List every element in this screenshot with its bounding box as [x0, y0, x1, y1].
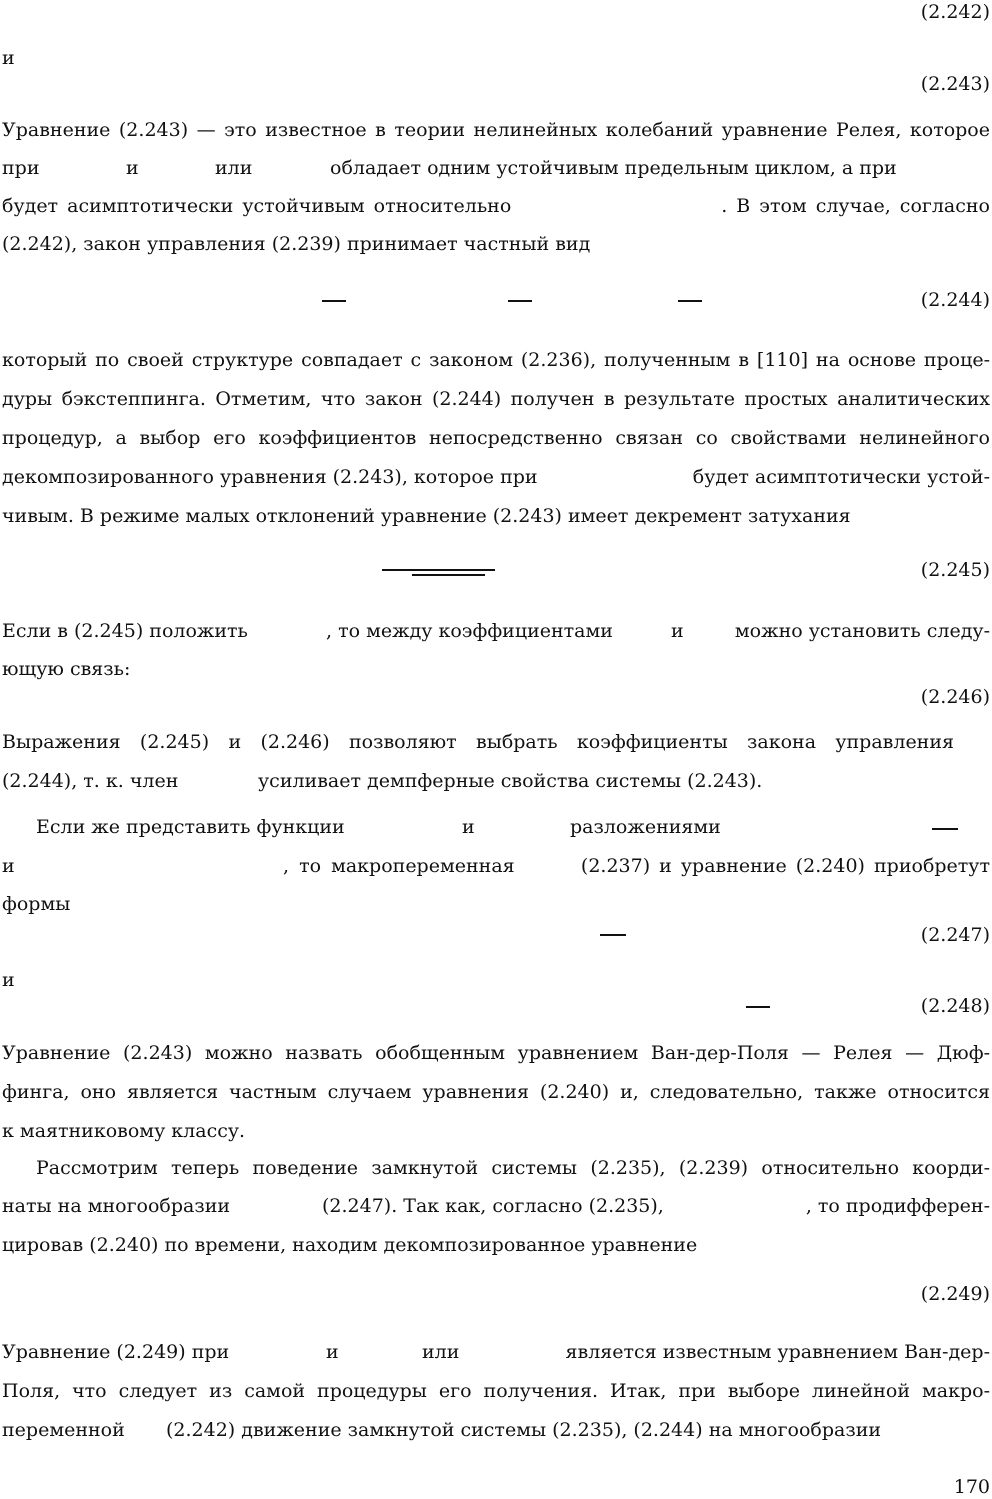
paragraph-3-word: и — [671, 620, 684, 642]
fraction-bar — [382, 569, 495, 571]
paragraph-1-text: обладает одним устойчивым предельным циклом, а при — [330, 157, 897, 179]
paragraph-2-text: декомпозированного уравнения (2.243), которое при — [2, 466, 538, 488]
paragraph-8-text: является известным уравнением Ван-дер- — [565, 1341, 990, 1363]
paragraph-3-text: Если в (2.245) положить — [2, 620, 248, 642]
paragraph-1-line-1: Уравнение (2.243) — это известное в теории нелинейных колебаний уравнение Релея, которое — [2, 119, 990, 141]
paragraph-2-text: будет асимптотически устой- — [692, 466, 990, 488]
paragraph-8-word: и — [326, 1341, 339, 1363]
equation-number-2-249: (2.249) — [920, 1283, 990, 1305]
fraction-bar — [746, 1006, 770, 1008]
fraction-bar — [678, 300, 702, 302]
equation-number-2-247: (2.247) — [920, 924, 990, 946]
paragraph-3-text: , то между коэффициентами — [326, 620, 613, 642]
paragraph-7-line-3: цировав (2.240) по времени, находим декомпозированное уравнение — [2, 1234, 698, 1256]
paragraph-1-text: будет асимптотически устойчивым относительно — [2, 195, 512, 217]
paragraph-7-line-1: Рассмотрим теперь поведение замкнутой системы (2.235), (2.239) относительно коорди- — [36, 1157, 990, 1179]
fraction-bar — [412, 574, 485, 576]
paragraph-6-line-3: к маятниковому классу. — [2, 1120, 246, 1142]
paragraph-4-text: (2.244), т. к. член — [2, 770, 179, 792]
equation-number-2-245: (2.245) — [920, 559, 990, 581]
paragraph-7-text: , то продифферен- — [805, 1195, 990, 1217]
conjunction-text: и — [2, 969, 15, 991]
paragraph-5-text: (2.237) и уравнение (2.240) приобретут — [580, 855, 990, 877]
paragraph-5-line-3: формы — [2, 893, 71, 915]
equation-number-2-244: (2.244) — [920, 289, 990, 311]
paragraph-4-text: усиливает демпферные свойства системы (2.243). — [258, 770, 763, 792]
paragraph-8-text: переменной — [2, 1419, 125, 1441]
paragraph-5-text: разложениями — [570, 816, 721, 838]
fraction-bar — [932, 828, 958, 830]
equation-number-2-248: (2.248) — [920, 995, 990, 1017]
fraction-bar — [600, 934, 626, 936]
paragraph-2-line-1: который по своей структуре совпадает с законом (2.236), полученным в [110] на основе проце- — [2, 349, 990, 371]
equation-number-2-242: (2.242) — [920, 1, 990, 23]
paragraph-1-word: при — [2, 157, 40, 179]
paragraph-1-line-4: (2.242), закон управления (2.239) принимает частный вид — [2, 233, 591, 255]
equation-number-2-246: (2.246) — [920, 686, 990, 708]
equation-number-2-243: (2.243) — [920, 73, 990, 95]
paragraph-6-line-2: финга, оно является частным случаем уравнения (2.240) и, следовательно, также относится — [2, 1081, 990, 1103]
paragraph-5-word: и — [2, 855, 15, 877]
paragraph-3-line-2: ющую связь: — [2, 658, 131, 680]
paragraph-8-text: (2.242) движение замкнутой системы (2.235), (2.244) на многообразии — [166, 1419, 882, 1441]
fraction-bar — [322, 300, 346, 302]
paragraph-8-text: Уравнение (2.249) при — [2, 1341, 230, 1363]
page-number: 170 — [953, 1476, 990, 1498]
paragraph-2-line-5: чивым. В режиме малых отклонений уравнение (2.243) имеет декремент затухания — [2, 505, 851, 527]
paragraph-7-text: наты на многообразии — [2, 1195, 231, 1217]
paragraph-6-line-1: Уравнение (2.243) можно назвать обобщенным уравнением Ван-дер-Поля — Релея — Дюф- — [2, 1042, 990, 1064]
paragraph-8-line-2: Поля, что следует из самой процедуры его получения. Итак, при выборе линейной макро- — [2, 1380, 990, 1402]
paragraph-5-text: Если же представить функции — [36, 816, 345, 838]
paragraph-1-word: и — [126, 157, 139, 179]
paragraph-4-line-1: Выражения (2.245) и (2.246) позволяют выбрать коэффициенты закона управления — [2, 731, 954, 753]
paragraph-8-word: или — [422, 1341, 460, 1363]
conjunction-text: и — [2, 47, 15, 69]
paragraph-2-line-3: процедур, а выбор его коэффициентов непосредственно связан со свойствами нелинейного — [2, 427, 990, 449]
paragraph-1-word: или — [215, 157, 253, 179]
paragraph-2-line-2: дуры бэкстеппинга. Отметим, что закон (2.244) получен в результате простых аналитических — [2, 388, 990, 410]
fraction-bar — [508, 300, 532, 302]
paragraph-5-text: , то макропеременная — [283, 855, 515, 877]
paragraph-1-text: . В этом случае, согласно — [721, 195, 990, 217]
paragraph-5-word: и — [462, 816, 475, 838]
paragraph-3-text: можно установить следу- — [734, 620, 990, 642]
paragraph-7-text: (2.247). Так как, согласно (2.235), — [322, 1195, 664, 1217]
